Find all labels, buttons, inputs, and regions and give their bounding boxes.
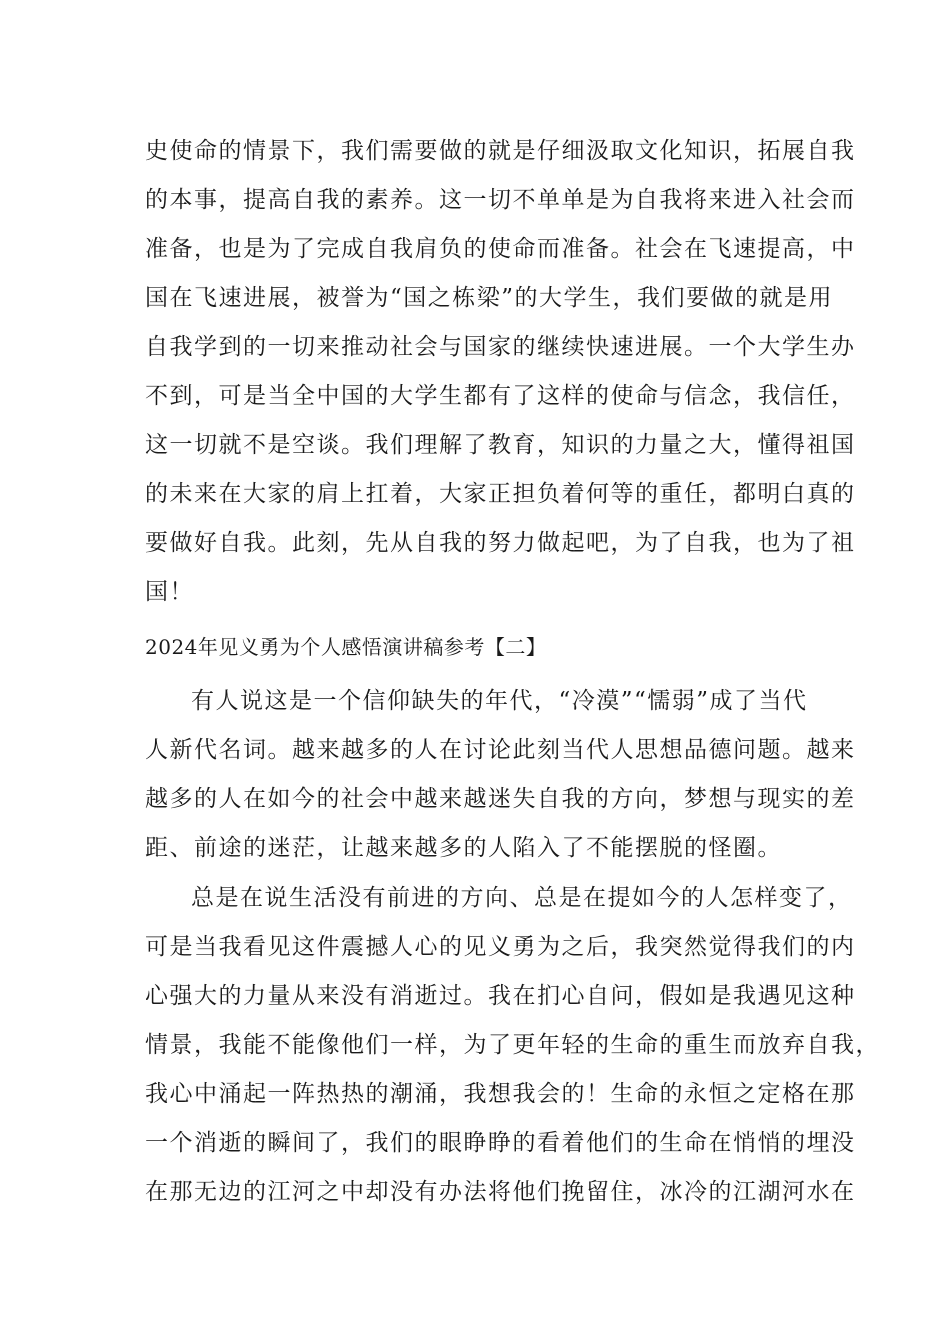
- paragraph-1-line-1: 史使命的情景下，我们需要做的就是仔细汲取文化知识，拓展自我: [145, 138, 856, 164]
- paragraph-1-line-7: 这一切就不是空谈。我们理解了教育，知识的力量之大，懂得祖国: [145, 432, 856, 458]
- paragraph-3-line-2: 可是当我看见这件震撼人心的见义勇为之后，我突然觉得我们的内: [145, 934, 856, 960]
- paragraph-2-line-1: 有人说这是一个信仰缺失的年代，“冷漠”“懦弱”成了当代: [191, 688, 808, 714]
- paragraph-3-line-4: 情景，我能不能像他们一样，为了更年轻的生命的重生而放弃自我，: [145, 1032, 880, 1058]
- paragraph-1-line-10: 国！: [145, 579, 194, 605]
- paragraph-3-line-5: 我心中涌起一阵热热的潮涌，我想我会的！生命的永恒之定格在那: [145, 1081, 856, 1107]
- paragraph-3-line-1: 总是在说生活没有前进的方向、总是在提如今的人怎样变了，: [191, 885, 853, 911]
- paragraph-1-line-4: 国在飞速进展，被誉为“国之栋梁”的大学生，我们要做的就是用: [145, 285, 834, 311]
- paragraph-1-line-2: 的本事，提高自我的素养。这一切不单单是为自我将来进入社会而: [145, 187, 856, 213]
- paragraph-3-line-7: 在那无边的江河之中却没有办法将他们挽留住，冰冷的江湖河水在: [145, 1179, 856, 1205]
- paragraph-1-line-9: 要做好自我。此刻，先从自我的努力做起吧，为了自我，也为了祖: [145, 530, 856, 556]
- paragraph-2-line-2: 人新代名词。越来越多的人在讨论此刻当代人思想品德问题。越来: [145, 737, 856, 763]
- paragraph-1-line-3: 准备，也是为了完成自我肩负的使命而准备。社会在飞速提高，中: [145, 236, 856, 262]
- paragraph-2-line-3: 越多的人在如今的社会中越来越迷失自我的方向，梦想与现实的差: [145, 786, 856, 812]
- section-heading: 2024年见义勇为个人感悟演讲稿参考【二】: [145, 635, 547, 659]
- document-body: [145, 0, 880, 1344]
- paragraph-1-line-6: 不到，可是当全中国的大学生都有了这样的使命与信念，我信任，: [145, 383, 856, 409]
- paragraph-3-line-3: 心强大的力量从来没有消逝过。我在扪心自问，假如是我遇见这种: [145, 983, 856, 1009]
- paragraph-2-line-4: 距、前途的迷茫，让越来越多的人陷入了不能摆脱的怪圈。: [145, 835, 782, 861]
- paragraph-3-line-6: 一个消逝的瞬间了，我们的眼睁睁的看着他们的生命在悄悄的埋没: [145, 1130, 856, 1156]
- paragraph-1-line-5: 自我学到的一切来推动社会与国家的继续快速进展。一个大学生办: [145, 334, 856, 360]
- paragraph-1-line-8: 的未来在大家的肩上扛着，大家正担负着何等的重任，都明白真的: [145, 481, 856, 507]
